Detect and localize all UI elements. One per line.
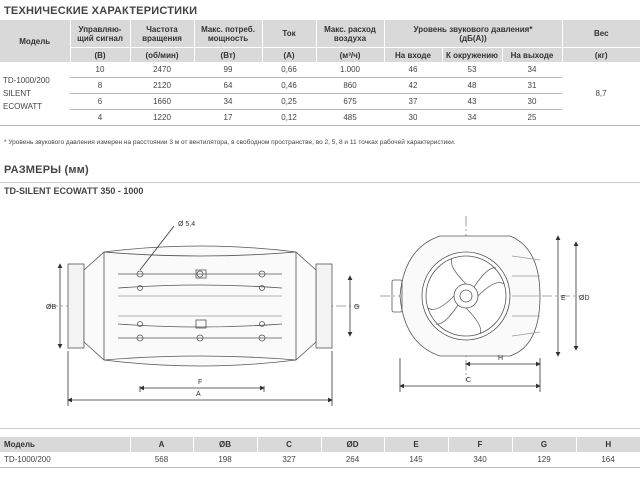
header-sound — [384, 20, 562, 48]
unit-control: (В) — [70, 48, 130, 63]
dims-header-g: G — [512, 437, 576, 452]
unit-speed: (об/мин) — [130, 48, 194, 63]
header-power: Макс. потреб. мощность — [194, 20, 262, 48]
model-line3: ECOWATT — [3, 102, 43, 111]
cell: 99 — [194, 62, 262, 78]
header-sound-label: Уровень звукового давления* — [413, 24, 533, 34]
footnote: * Уровень звукового давления измерен на расстоянии 3 м от вентилятора, в свободном пространстве, во 2, 5, 8 и 11 точках рабочей характеристики. — [4, 139, 456, 146]
label-b: ØB — [46, 304, 57, 311]
cell: 46 — [384, 62, 442, 78]
unit-power: (Вт) — [194, 48, 262, 63]
header-model: Модель — [0, 20, 70, 62]
header-current: Ток — [262, 20, 316, 48]
header-sound-unit: (дБ(А)) — [459, 33, 487, 43]
cell: 860 — [316, 78, 384, 94]
cell: 0,46 — [262, 78, 316, 94]
model-cell — [0, 62, 70, 126]
cell: 264 — [321, 452, 384, 468]
label-f: F — [198, 379, 203, 386]
cell: 48 — [442, 78, 502, 94]
model-name: TD-1000/200 — [3, 76, 50, 85]
cell: 37 — [384, 94, 442, 110]
cell: 1660 — [130, 94, 194, 110]
diagram-title: TD-SILENT ECOWATT 350 - 1000 — [4, 186, 144, 196]
dims-header-c: C — [257, 437, 321, 452]
unit-current: (А) — [262, 48, 316, 63]
header-speed: Частота вращения — [130, 20, 194, 48]
front-view — [380, 216, 580, 392]
cell: 485 — [316, 110, 384, 126]
weight-value: 8,7 — [562, 62, 640, 126]
cell: 30 — [384, 110, 442, 126]
table-row — [0, 78, 640, 94]
label-e: E — [561, 295, 566, 302]
cell: 25 — [502, 110, 562, 126]
dims-header-model: Модель — [0, 437, 130, 452]
dims-header-b: ØB — [193, 437, 257, 452]
dims-header-e: E — [384, 437, 448, 452]
cell: 4 — [70, 110, 130, 126]
cell: 1220 — [130, 110, 194, 126]
cell: TD-1000/200 — [0, 452, 130, 468]
unit-airflow: (м³/ч) — [316, 48, 384, 63]
cell: 164 — [576, 452, 640, 468]
cell: 340 — [448, 452, 512, 468]
fan-drawing — [0, 196, 640, 422]
cell: 64 — [194, 78, 262, 94]
cell: 34 — [442, 110, 502, 126]
dims-header-a: A — [130, 437, 193, 452]
cell: 129 — [512, 452, 576, 468]
cell: 145 — [384, 452, 448, 468]
table-row — [0, 110, 640, 126]
model-line2: SILENT — [3, 89, 32, 98]
table-row — [0, 452, 640, 468]
header-weight: Вес — [562, 20, 640, 48]
cell: 17 — [194, 110, 262, 126]
cell: 0,12 — [262, 110, 316, 126]
header-outlet: На выходе — [502, 48, 562, 63]
cell: 10 — [70, 62, 130, 78]
dims-header-f: F — [448, 437, 512, 452]
cell: 675 — [316, 94, 384, 110]
cell: 6 — [70, 94, 130, 110]
dimensions-title: РАЗМЕРЫ (мм) — [4, 164, 89, 176]
cell: 34 — [194, 94, 262, 110]
cell: 0,25 — [262, 94, 316, 110]
cell: 42 — [384, 78, 442, 94]
table-row — [0, 94, 640, 110]
cell: 43 — [442, 94, 502, 110]
cell: 34 — [502, 62, 562, 78]
cell: 8 — [70, 78, 130, 94]
header-airflow: Макс. расход воздуха — [316, 20, 384, 48]
cell: 198 — [193, 452, 257, 468]
cell: 2120 — [130, 78, 194, 94]
cell: 2470 — [130, 62, 194, 78]
specs-table — [0, 20, 640, 126]
cell: 0,66 — [262, 62, 316, 78]
cell: 1.000 — [316, 62, 384, 78]
label-hole: Ø 5,4 — [178, 221, 196, 228]
unit-weight: (кг) — [562, 48, 640, 63]
dimensions-table — [0, 437, 640, 468]
label-g: G — [354, 304, 360, 311]
specs-title: ТЕХНИЧЕСКИЕ ХАРАКТЕРИСТИКИ — [4, 5, 198, 17]
label-h: H — [498, 355, 504, 362]
table-row — [0, 62, 640, 78]
side-view — [48, 226, 360, 406]
dims-header-h: H — [576, 437, 640, 452]
cell: 327 — [257, 452, 321, 468]
dims-header-d: ØD — [321, 437, 384, 452]
label-a: A — [196, 391, 201, 398]
label-c: C — [466, 377, 472, 384]
cell: 31 — [502, 78, 562, 94]
header-control: Управляю-щий сигнал — [70, 20, 130, 48]
header-around: К окружению — [442, 48, 502, 63]
cell: 30 — [502, 94, 562, 110]
header-inlet: На входе — [384, 48, 442, 63]
cell: 53 — [442, 62, 502, 78]
label-d: ØD — [579, 295, 590, 302]
cell: 568 — [130, 452, 193, 468]
